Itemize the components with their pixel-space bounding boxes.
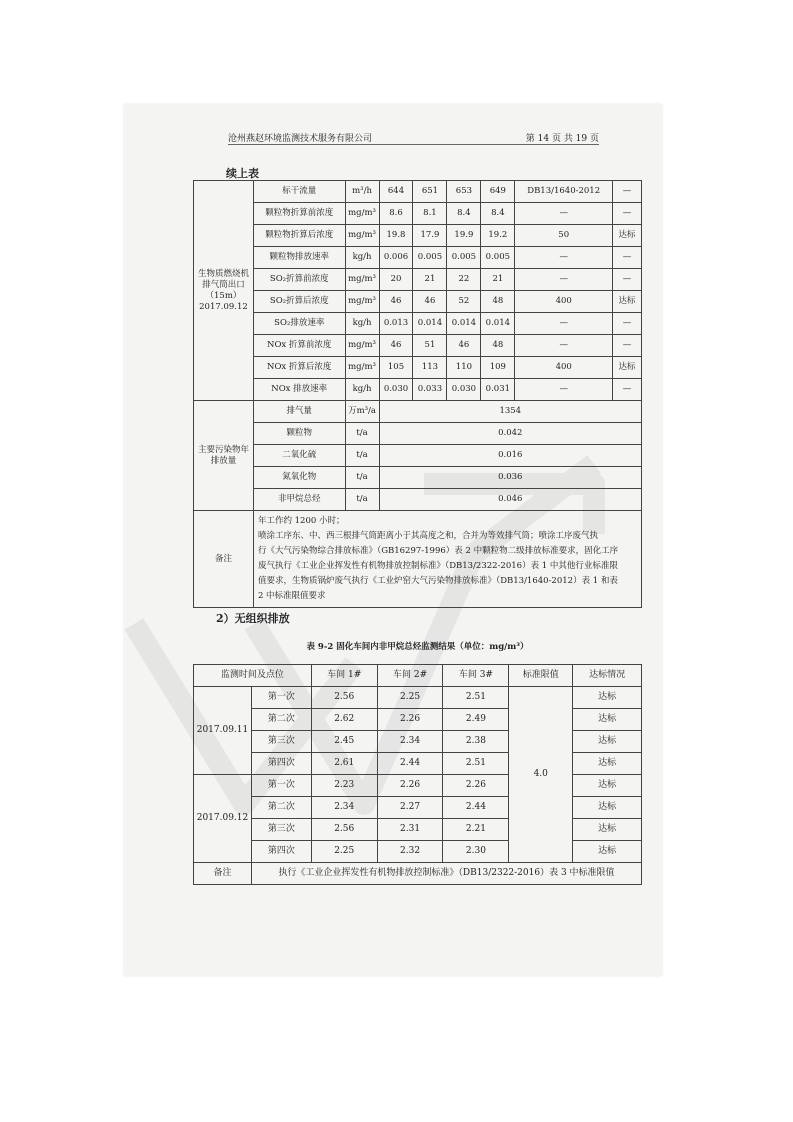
parameter-cell: 颗粒物 — [253, 423, 345, 445]
value-cell: 2.44 — [443, 797, 509, 819]
value-cell: 2.32 — [377, 841, 443, 863]
value-cell: 400 — [515, 291, 613, 313]
value-cell: 644 — [379, 181, 413, 203]
parameter-cell: SO₂排放速率 — [253, 313, 345, 335]
value-cell: 2.61 — [311, 753, 377, 775]
value-cell: 113 — [413, 357, 447, 379]
parameter-cell: 标干流量 — [253, 181, 345, 203]
group-label-cell: 生物质燃烧机排气筒出口（15m）2017.09.12 — [194, 181, 254, 401]
parameter-cell: 氮氧化物 — [253, 467, 345, 489]
value-cell: mg/m³ — [345, 335, 379, 357]
value-cell: 0.016 — [379, 445, 641, 467]
value-cell: 653 — [447, 181, 481, 203]
continued-label: 续上表 — [226, 167, 259, 180]
table-row — [194, 753, 642, 775]
value-cell: 0.014 — [447, 313, 481, 335]
table-row — [194, 467, 642, 489]
value-cell: 109 — [481, 357, 515, 379]
parameter-cell: NOx 折算后浓度 — [253, 357, 345, 379]
time-cell: 第一次 — [251, 687, 311, 709]
standard-cell: 4.0 — [509, 687, 573, 863]
parameter-cell: 颗粒物折算后浓度 — [253, 225, 345, 247]
value-cell: 0.030 — [447, 379, 481, 401]
company-name: 沧州燕赵环境监测技术服务有限公司 — [228, 134, 373, 144]
value-cell: 0.014 — [481, 313, 515, 335]
value-cell: kg/h — [345, 379, 379, 401]
table-row — [194, 291, 642, 313]
unit-cell: 万m³/a — [345, 401, 379, 423]
column-header: 监测时间及点位 — [194, 665, 312, 687]
value-cell: 2.21 — [443, 819, 509, 841]
value-cell: 17.9 — [413, 225, 447, 247]
note-line: 喷涂工序东、中、西三根排气筒距离小于其高度之和，合并为等效排气筒；喷涂工序废气执 — [257, 531, 598, 541]
value-cell: 2.25 — [377, 687, 443, 709]
value-cell: 651 — [413, 181, 447, 203]
page-header — [228, 131, 599, 145]
parameter-cell: 二氧化硫 — [253, 445, 345, 467]
table-row — [194, 731, 642, 753]
value-cell: 22 — [447, 269, 481, 291]
value-cell: 51 — [413, 335, 447, 357]
note-text: 执行《工业企业挥发性有机物排放控制标准》（DB13/2322-2016）表 3 中标准限值 — [251, 863, 641, 885]
value-cell: 2.25 — [311, 841, 377, 863]
value-cell: 2.34 — [311, 797, 377, 819]
value-cell: — — [613, 181, 642, 203]
note-label: 备注 — [194, 511, 254, 608]
value-cell: 2.26 — [377, 775, 443, 797]
note-line: 2 中标准限值要求 — [257, 591, 326, 601]
value-cell: 48 — [481, 335, 515, 357]
table-row — [194, 841, 642, 863]
value-cell: — — [613, 203, 642, 225]
value-cell: — — [515, 313, 613, 335]
value-cell: kg/h — [345, 313, 379, 335]
value-cell: 0.005 — [447, 247, 481, 269]
value-cell: 2.27 — [377, 797, 443, 819]
table-row — [194, 775, 642, 797]
value-cell: 46 — [379, 335, 413, 357]
table-row — [194, 313, 642, 335]
value-cell: 2.26 — [443, 775, 509, 797]
table-row — [194, 401, 642, 423]
value-cell: — — [515, 269, 613, 291]
value-cell: — — [613, 313, 642, 335]
value-cell: 19.8 — [379, 225, 413, 247]
value-cell: 8.6 — [379, 203, 413, 225]
value-cell: 2.23 — [311, 775, 377, 797]
note-text — [253, 511, 641, 608]
parameter-cell: NOx 折算前浓度 — [253, 335, 345, 357]
value-cell: 110 — [447, 357, 481, 379]
value-cell: 2.49 — [443, 709, 509, 731]
table-row — [194, 335, 642, 357]
column-header: 车间 2# — [377, 665, 443, 687]
note-row — [194, 863, 642, 885]
value-cell: 0.014 — [413, 313, 447, 335]
value-cell: 46 — [379, 291, 413, 313]
note-line: 行《大气污染物综合排放标准》（GB16297-1996）表 2 中颗粒物二级排放标准要求，固化工序 — [257, 546, 619, 556]
emission-table — [193, 180, 642, 608]
parameter-cell: 颗粒物折算前浓度 — [253, 203, 345, 225]
value-cell: 0.030 — [379, 379, 413, 401]
table-row — [194, 379, 642, 401]
group-label-cell: 主要污染物年排放量 — [194, 401, 254, 511]
table-row — [194, 819, 642, 841]
value-cell: 8.4 — [481, 203, 515, 225]
value-cell: 2.38 — [443, 731, 509, 753]
value-cell: 8.4 — [447, 203, 481, 225]
table-row — [194, 709, 642, 731]
result-cell: 达标 — [573, 775, 642, 797]
table-caption: 表 9-2 固化车间内非甲烷总烃监测结果（单位：mg/m³） — [306, 642, 529, 652]
table-row — [194, 247, 642, 269]
result-cell: 达标 — [573, 797, 642, 819]
column-header: 车间 3# — [443, 665, 509, 687]
value-cell: 46 — [447, 335, 481, 357]
table-row — [194, 797, 642, 819]
note-line: 年工作约 1200 小时； — [257, 516, 345, 526]
value-cell: 2.56 — [311, 819, 377, 841]
value-cell: 2.44 — [377, 753, 443, 775]
table-row — [194, 489, 642, 511]
value-cell: mg/m³ — [345, 291, 379, 313]
column-header: 车间 1# — [311, 665, 377, 687]
value-cell: 2.51 — [443, 687, 509, 709]
table-row — [194, 687, 642, 709]
page-number: 第 14 页 共 19 页 — [525, 134, 599, 144]
result-cell: 达标 — [573, 687, 642, 709]
note-line: 值要求，生物质锅炉废气执行《工业炉窑大气污染物排放标准》（DB13/1640-2012）表 1 和表 — [257, 576, 618, 586]
value-cell: — — [613, 379, 642, 401]
value-cell: 52 — [447, 291, 481, 313]
column-header: 标准限值 — [509, 665, 573, 687]
result-cell: 达标 — [573, 709, 642, 731]
value-cell: 0.036 — [379, 467, 641, 489]
fugitive-table — [193, 664, 642, 885]
result-cell: 达标 — [573, 731, 642, 753]
unit-cell: t/a — [345, 445, 379, 467]
note-line: 废气执行《工业企业挥发性有机物排放控制标准》（DB13/2322-2016）表 1 中其他行业标准限 — [257, 561, 618, 571]
value-cell: m³/h — [345, 181, 379, 203]
value-cell: mg/m³ — [345, 269, 379, 291]
value-cell: mg/m³ — [345, 225, 379, 247]
value-cell: 2.34 — [377, 731, 443, 753]
value-cell: 19.9 — [447, 225, 481, 247]
value-cell: 0.042 — [379, 423, 641, 445]
parameter-cell: 非甲烷总烃 — [253, 489, 345, 511]
value-cell: — — [613, 247, 642, 269]
value-cell: 达标 — [613, 225, 642, 247]
value-cell: 2.62 — [311, 709, 377, 731]
table-row — [194, 423, 642, 445]
value-cell: 0.005 — [481, 247, 515, 269]
value-cell: 19.2 — [481, 225, 515, 247]
note-label: 备注 — [194, 863, 252, 885]
time-cell: 第三次 — [251, 819, 311, 841]
value-cell: 0.031 — [481, 379, 515, 401]
value-cell: 105 — [379, 357, 413, 379]
table-row — [194, 269, 642, 291]
value-cell: 2.56 — [311, 687, 377, 709]
table-row — [194, 357, 642, 379]
parameter-cell: NOx 排放速率 — [253, 379, 345, 401]
value-cell: 46 — [413, 291, 447, 313]
value-cell: 48 — [481, 291, 515, 313]
value-cell: 649 — [481, 181, 515, 203]
value-cell: mg/m³ — [345, 357, 379, 379]
value-cell: 0.005 — [413, 247, 447, 269]
table-row — [194, 203, 642, 225]
result-cell: 达标 — [573, 841, 642, 863]
value-cell: — — [613, 269, 642, 291]
value-cell: 20 — [379, 269, 413, 291]
note-row — [194, 511, 642, 608]
value-cell: 50 — [515, 225, 613, 247]
parameter-cell: SO₂折算后浓度 — [253, 291, 345, 313]
column-header: 达标情况 — [573, 665, 642, 687]
table-row — [194, 181, 642, 203]
unit-cell: t/a — [345, 489, 379, 511]
parameter-cell: 颗粒物排放速率 — [253, 247, 345, 269]
time-cell: 第二次 — [251, 797, 311, 819]
parameter-cell: SO₂折算前浓度 — [253, 269, 345, 291]
time-cell: 第二次 — [251, 709, 311, 731]
value-cell: kg/h — [345, 247, 379, 269]
result-cell: 达标 — [573, 819, 642, 841]
value-cell: 2.45 — [311, 731, 377, 753]
date-cell: 2017.09.12 — [194, 775, 252, 863]
parameter-cell: 排气量 — [253, 401, 345, 423]
value-cell: 2.30 — [443, 841, 509, 863]
value-cell: — — [515, 379, 613, 401]
value-cell: 1354 — [379, 401, 641, 423]
result-cell: 达标 — [573, 753, 642, 775]
value-cell: 2.31 — [377, 819, 443, 841]
time-cell: 第一次 — [251, 775, 311, 797]
unit-cell: t/a — [345, 423, 379, 445]
value-cell: DB13/1640-2012 — [515, 181, 613, 203]
value-cell: 8.1 — [413, 203, 447, 225]
value-cell: 400 — [515, 357, 613, 379]
value-cell: 0.033 — [413, 379, 447, 401]
value-cell: — — [515, 335, 613, 357]
value-cell: 0.013 — [379, 313, 413, 335]
value-cell: — — [515, 203, 613, 225]
value-cell: 21 — [481, 269, 515, 291]
time-cell: 第四次 — [251, 841, 311, 863]
value-cell: 0.006 — [379, 247, 413, 269]
value-cell: 2.51 — [443, 753, 509, 775]
time-cell: 第四次 — [251, 753, 311, 775]
table-row — [194, 225, 642, 247]
header-row — [194, 665, 642, 687]
value-cell: — — [613, 335, 642, 357]
value-cell: 达标 — [613, 291, 642, 313]
section-title: 2）无组织排放 — [216, 612, 290, 625]
table-row — [194, 445, 642, 467]
date-cell: 2017.09.11 — [194, 687, 252, 775]
value-cell: 21 — [413, 269, 447, 291]
unit-cell: t/a — [345, 467, 379, 489]
value-cell: — — [515, 247, 613, 269]
value-cell: 达标 — [613, 357, 642, 379]
value-cell: mg/m³ — [345, 203, 379, 225]
time-cell: 第三次 — [251, 731, 311, 753]
value-cell: 2.26 — [377, 709, 443, 731]
value-cell: 0.046 — [379, 489, 641, 511]
